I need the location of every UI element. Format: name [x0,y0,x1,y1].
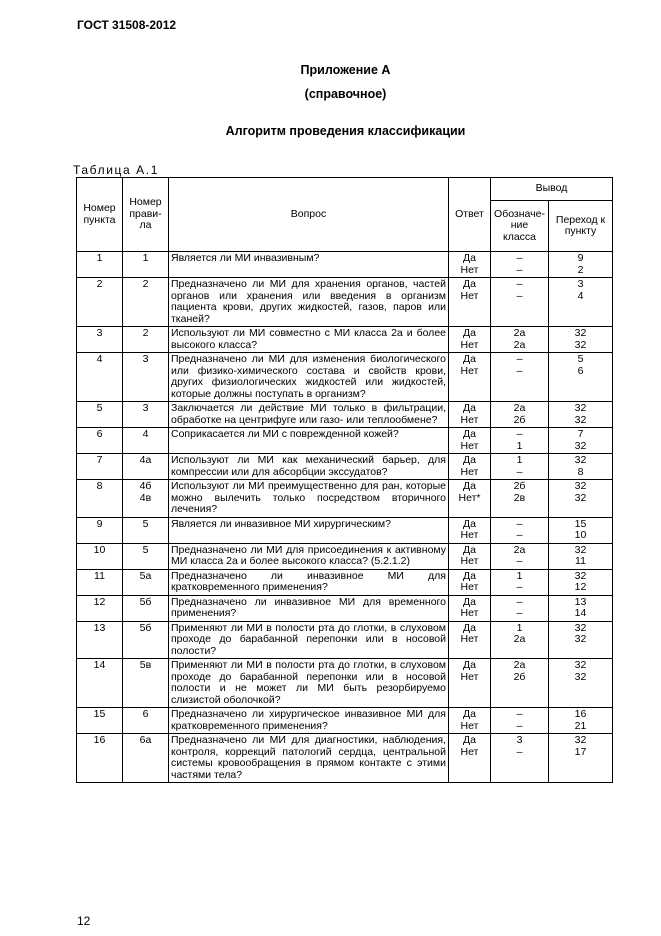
row-answer: Да Нет [449,569,491,595]
classification-table [76,177,613,783]
row-class-code: 2а – [491,543,549,569]
row-answer: Да Нет [449,543,491,569]
header-goto: Переход к пункту [549,201,613,252]
row-rule-number: 5б [123,595,169,621]
row-goto: 32 8 [549,454,613,480]
table-row [77,659,613,708]
row-answer: Да Нет [449,402,491,428]
table-row [77,517,613,543]
row-rule-number: 4а [123,454,169,480]
row-class-code: – – [491,252,549,278]
row-rule-number: 1 [123,252,169,278]
row-item-number: 15 [77,708,123,734]
row-rule-number: 2 [123,327,169,353]
table-row [77,327,613,353]
row-answer: Да Нет [449,353,491,402]
table-row [77,480,613,518]
row-class-code: 1 – [491,569,549,595]
row-rule-number: 5 [123,543,169,569]
header-item-number: Номер пункта [77,178,123,252]
section-heading: Алгоритм проведения классификации [225,124,466,138]
row-rule-number: 5а [123,569,169,595]
row-answer: Да Нет* [449,480,491,518]
row-class-code: 2а 2б [491,659,549,708]
row-rule-number: 5в [123,659,169,708]
row-class-code: 2б 2в [491,480,549,518]
document-standard-header: ГОСТ 31508-2012 [77,18,177,32]
row-goto: 32 32 [549,659,613,708]
row-class-code: – – [491,595,549,621]
row-item-number: 6 [77,428,123,454]
row-question: Предназначено ли МИ для диагностики, наблюдения, контроля, коррекций патологий сердца, центральной системы кровообращения в прямом контакте с этими частями тела? [169,734,449,783]
row-goto: 5 6 [549,353,613,402]
row-goto: 7 32 [549,428,613,454]
row-question: Предназначено ли инвазивное МИ для временного применения? [169,595,449,621]
appendix-title: Приложение А [300,63,391,77]
table-row [77,569,613,595]
row-item-number: 4 [77,353,123,402]
row-question: Соприкасается ли МИ с поврежденной кожей? [169,428,449,454]
row-answer: Да Нет [449,252,491,278]
header-output: Вывод [491,178,613,201]
row-item-number: 3 [77,327,123,353]
row-goto: 32 32 [549,480,613,518]
row-rule-number: 6а [123,734,169,783]
row-goto: 3 4 [549,278,613,327]
table-row [77,454,613,480]
row-answer: Да Нет [449,595,491,621]
row-answer: Да Нет [449,454,491,480]
row-goto: 16 21 [549,708,613,734]
table-row [77,621,613,659]
row-item-number: 11 [77,569,123,595]
table-row [77,278,613,327]
row-goto: 32 32 [549,621,613,659]
table-caption: Таблица А.1 [73,163,159,177]
row-question: Используют ли МИ как механический барьер, для компрессии или для абсорбции экссудатов? [169,454,449,480]
row-item-number: 7 [77,454,123,480]
row-answer: Да Нет [449,708,491,734]
row-rule-number: 4 [123,428,169,454]
row-item-number: 1 [77,252,123,278]
row-goto: 9 2 [549,252,613,278]
table-row [77,252,613,278]
row-question: Применяют ли МИ в полости рта до глотки, в слуховом проходе до барабанной перепонки или в носовой полости и не может ли МИ быть резорбируемо слизистой оболочкой? [169,659,449,708]
row-class-code: 1 2а [491,621,549,659]
row-class-code: 2а 2а [491,327,549,353]
table-row [77,402,613,428]
table-row [77,595,613,621]
row-item-number: 10 [77,543,123,569]
row-class-code: – – [491,353,549,402]
table-row [77,353,613,402]
row-goto: 15 10 [549,517,613,543]
row-question: Является ли МИ инвазивным? [169,252,449,278]
row-question: Является ли инвазивное МИ хирургическим? [169,517,449,543]
row-goto: 32 11 [549,543,613,569]
row-answer: Да Нет [449,278,491,327]
row-question: Применяют ли МИ в полости рта до глотки, в слуховом проходе до барабанной перепонки или в носовой полости? [169,621,449,659]
table-row [77,428,613,454]
row-question: Предназначено ли МИ для присоединения к активному МИ класса 2а и более высокого класса? (5.2.1.2) [169,543,449,569]
header-rule-number: Номер прави-ла [123,178,169,252]
row-item-number: 16 [77,734,123,783]
row-rule-number: 3 [123,402,169,428]
row-class-code: 2а 2б [491,402,549,428]
row-class-code: – – [491,517,549,543]
row-class-code: – 1 [491,428,549,454]
row-item-number: 5 [77,402,123,428]
row-class-code: – – [491,708,549,734]
page-number: 12 [77,914,91,928]
row-item-number: 12 [77,595,123,621]
row-goto: 32 12 [549,569,613,595]
row-question: Предназначено ли МИ для хранения органов, частей органов или хранения или введения в организм пациента крови, других жидкостей, газов, паров или тканей? [169,278,449,327]
row-question: Используют ли МИ совместно с МИ класса 2а и более высокого класса? [169,327,449,353]
row-rule-number: 5 [123,517,169,543]
row-goto: 32 32 [549,327,613,353]
row-answer: Да Нет [449,734,491,783]
row-item-number: 8 [77,480,123,518]
row-goto: 32 17 [549,734,613,783]
row-answer: Да Нет [449,659,491,708]
row-answer: Да Нет [449,621,491,659]
row-rule-number: 4б 4в [123,480,169,518]
row-answer: Да Нет [449,428,491,454]
row-class-code: 1 – [491,454,549,480]
row-rule-number: 6 [123,708,169,734]
row-class-code: 3 – [491,734,549,783]
row-question: Предназначено ли инвазивное МИ для кратковременного применения? [169,569,449,595]
row-question: Предназначено ли хирургическое инвазивное МИ для кратковременного применения? [169,708,449,734]
header-class-code: Обозначе-ние класса [491,201,549,252]
row-item-number: 14 [77,659,123,708]
table-row [77,734,613,783]
row-answer: Да Нет [449,517,491,543]
row-item-number: 9 [77,517,123,543]
row-question: Заключается ли действие МИ только в фильтрации, обработке на центрифуге или газо- или теплообмене? [169,402,449,428]
row-question: Используют ли МИ преимущественно для ран, которые можно вылечить только посредством вторичного лечения? [169,480,449,518]
row-goto: 32 32 [549,402,613,428]
row-goto: 13 14 [549,595,613,621]
appendix-subtitle: (справочное) [304,87,387,101]
row-item-number: 13 [77,621,123,659]
header-answer: Ответ [449,178,491,252]
row-rule-number: 3 [123,353,169,402]
header-question: Вопрос [169,178,449,252]
row-class-code: – – [491,278,549,327]
table-row [77,708,613,734]
row-question: Предназначено ли МИ для изменения биологического или физико-химического состава и свойств крови, других физиологических жидкостей или жидкостей, которые должны поступать в организм? [169,353,449,402]
table-row [77,543,613,569]
row-rule-number: 2 [123,278,169,327]
row-rule-number: 5б [123,621,169,659]
row-answer: Да Нет [449,327,491,353]
row-item-number: 2 [77,278,123,327]
